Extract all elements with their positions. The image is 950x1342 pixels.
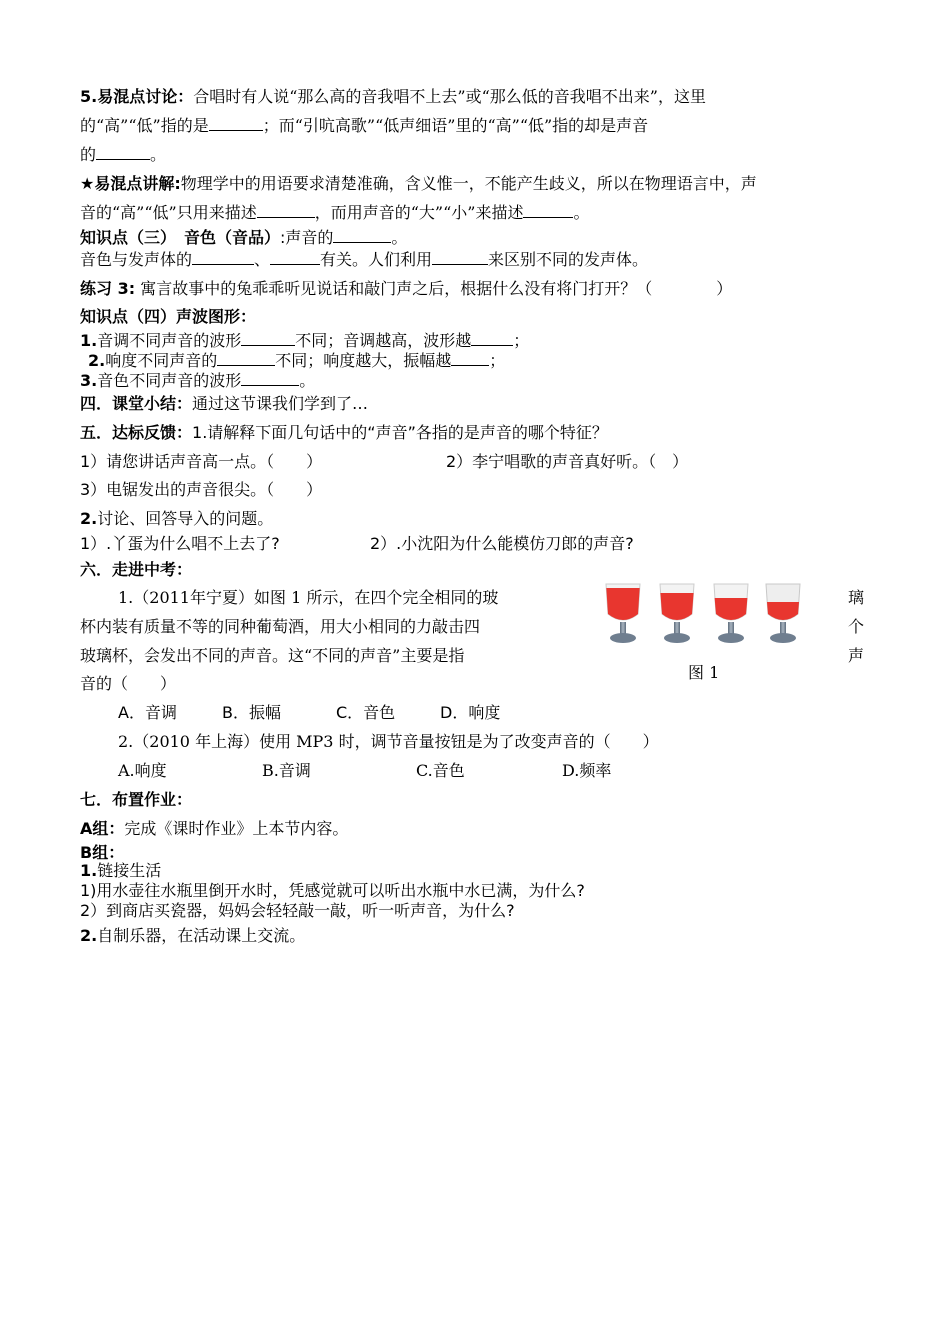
homework-text: 完成《课时作业》上本节内容。 bbox=[124, 819, 349, 838]
answer-blank[interactable] bbox=[432, 250, 488, 265]
q5-line-2 bbox=[80, 116, 648, 136]
kp4-text: 响度不同声音的 bbox=[105, 351, 218, 370]
kp3-text: :声音的 bbox=[280, 228, 334, 247]
exam-q2-option-b[interactable]: B.音调 bbox=[262, 761, 311, 780]
kp3-text: 。 bbox=[391, 228, 408, 247]
homework-text: 链接生活 bbox=[97, 861, 162, 880]
kp4-text: ； bbox=[513, 331, 530, 350]
item-number: 1. bbox=[80, 861, 98, 880]
answer-blank[interactable] bbox=[451, 351, 489, 366]
explain-text: 。 bbox=[573, 203, 590, 222]
item-number: 2. bbox=[80, 926, 98, 945]
q5-text: 。 bbox=[150, 145, 167, 164]
group-label: A组： bbox=[80, 819, 125, 838]
feedback-text: 1.请解释下面几句话中的“声音”各指的是声音的哪个特征？ bbox=[192, 423, 608, 442]
feedback-q2-item-2: 2）.小沈阳为什么能模仿刀郎的声音? bbox=[370, 534, 634, 553]
feedback-item-3: 3）电锯发出的声音很尖。（ ） bbox=[80, 480, 323, 499]
kp3-line-1 bbox=[80, 228, 407, 248]
answer-blank[interactable] bbox=[241, 331, 295, 346]
section-heading: 六．走进中考： bbox=[80, 560, 193, 579]
homework-b-item-2 bbox=[80, 926, 305, 946]
wine-glass-4 bbox=[766, 584, 800, 643]
kp3-label: 知识点（三） 音色（音品） bbox=[80, 228, 281, 247]
kp3-text: 音色与发声体的 bbox=[80, 250, 193, 269]
answer-blank[interactable] bbox=[270, 250, 320, 265]
kp4-text: ； bbox=[489, 351, 506, 370]
kp4-item-1 bbox=[80, 331, 529, 351]
explain-text: 物理学中的用语要求清楚准确，含义惟一，不能产生歧义，所以在物理语言中，声 bbox=[180, 174, 757, 193]
exam-q2-option-d[interactable]: D.频率 bbox=[562, 761, 612, 780]
group-label: B组： bbox=[80, 843, 125, 862]
answer-blank[interactable] bbox=[96, 145, 150, 160]
figure-caption: 图 1 bbox=[688, 663, 720, 682]
q5-label: 5.易混点讨论： bbox=[80, 87, 194, 106]
feedback-item-2: 2）李宁唱歌的声音真好听。（ ） bbox=[446, 452, 689, 471]
kp4-text: 音色不同声音的波形 bbox=[97, 371, 242, 390]
explain-line-1 bbox=[80, 174, 757, 194]
wine-glass-2 bbox=[660, 584, 694, 643]
exam-q1-option-c[interactable]: C．音色 bbox=[336, 703, 396, 722]
exam-q1-option-a[interactable]: A．音调 bbox=[118, 703, 177, 722]
feedback-text: 讨论、回答导入的问题。 bbox=[97, 509, 274, 528]
wine-glass-1 bbox=[606, 584, 640, 643]
exam-q2-option-c[interactable]: C.音色 bbox=[416, 761, 465, 780]
exam-q1-option-d[interactable]: D．响度 bbox=[440, 703, 501, 722]
homework-group-a bbox=[80, 819, 348, 839]
kp3-text: 来区别不同的发声体。 bbox=[488, 250, 649, 269]
kp4-text: 不同；响度越大，振幅越 bbox=[275, 351, 452, 370]
exercise-3 bbox=[80, 279, 732, 299]
exam-q1-wrap-2: 个 bbox=[848, 617, 865, 636]
summary-text: 通过这节课我们学到了… bbox=[192, 394, 369, 413]
answer-blank[interactable] bbox=[192, 250, 254, 265]
feedback-q2-item-1: 1）.丫蛋为什么唱不上去了? bbox=[80, 534, 280, 553]
feedback-item-1: 1）请您讲话声音高一点。（ ） bbox=[80, 452, 323, 471]
exercise-3-text: 寓言故事中的兔乖乖听见说话和敲门声之后，根据什么没有将门打开？（ ） bbox=[140, 279, 733, 298]
answer-blank[interactable] bbox=[523, 203, 573, 218]
q5-line-3 bbox=[80, 145, 166, 165]
kp3-text: 、 bbox=[254, 250, 271, 269]
homework-b-sub-1: 1)用水壶往水瓶里倒开水时，凭感觉就可以听出水瓶中水已满，为什么? bbox=[80, 881, 585, 900]
explain-line-2 bbox=[80, 203, 589, 223]
answer-blank[interactable] bbox=[333, 228, 391, 243]
kp4-item-3 bbox=[80, 371, 315, 391]
q5-text: 的“高”“低”指的是 bbox=[80, 116, 209, 135]
section-heading: 七．布置作业： bbox=[80, 790, 193, 809]
homework-b-sub-2: 2）到商店买瓷器，妈妈会轻轻敲一敲，听一听声音，为什么? bbox=[80, 901, 515, 920]
item-number: 1. bbox=[80, 331, 98, 350]
exam-q1-line-4: 音的（ ） bbox=[80, 674, 177, 693]
section-heading: 五．达标反馈： bbox=[80, 423, 193, 442]
q5-text: 的 bbox=[80, 145, 97, 164]
wine-glass-3 bbox=[714, 584, 748, 643]
item-number: 2. bbox=[80, 509, 98, 528]
exam-q2-option-a[interactable]: A.响度 bbox=[118, 761, 167, 780]
answer-blank[interactable] bbox=[471, 331, 513, 346]
exercise-3-label: 练习 3: bbox=[80, 279, 136, 298]
exam-q1-line-3: 玻璃杯，会发出不同的声音。这“不同的声音”主要是指 bbox=[80, 646, 465, 665]
explain-text: 音的“高”“低”只用来描述 bbox=[80, 203, 257, 222]
explain-text: ，而用声音的“大”“小”来描述 bbox=[314, 203, 524, 222]
q5-text: 合唱时有人说“那么高的音我唱不上去”或“那么低的音我唱不出来”，这里 bbox=[193, 87, 706, 106]
answer-blank[interactable] bbox=[217, 351, 275, 366]
feedback-section bbox=[80, 423, 608, 443]
wine-glasses-figure bbox=[600, 580, 810, 646]
item-number: 2. bbox=[88, 351, 106, 370]
homework-text: 自制乐器，在活动课上交流。 bbox=[97, 926, 306, 945]
kp4-text: 音调不同声音的波形 bbox=[97, 331, 242, 350]
summary-section bbox=[80, 394, 368, 414]
kp4-text: 不同；音调越高，波形越 bbox=[295, 331, 472, 350]
kp4-label: 知识点（四）声波图形： bbox=[80, 307, 257, 326]
q5-text: ；而“引吭高歌”“低声细语”里的“高”“低”指的却是声音 bbox=[262, 116, 649, 135]
answer-blank[interactable] bbox=[257, 203, 315, 218]
exam-q1-wrap-3: 声 bbox=[848, 646, 865, 665]
kp4-text: 。 bbox=[299, 371, 316, 390]
item-number: 3. bbox=[80, 371, 98, 390]
answer-blank[interactable] bbox=[209, 116, 263, 131]
kp4-item-2 bbox=[88, 351, 505, 371]
answer-blank[interactable] bbox=[241, 371, 299, 386]
homework-b-item-1 bbox=[80, 861, 161, 881]
feedback-question-2 bbox=[80, 509, 273, 529]
explain-label: ★易混点讲解: bbox=[80, 174, 181, 193]
exam-q1-wrap-1: 璃 bbox=[848, 588, 865, 607]
section-heading: 四．课堂小结： bbox=[80, 394, 193, 413]
kp3-line-2 bbox=[80, 250, 648, 270]
exam-q2: 2.（2010 年上海）使用 MP3 时，调节音量按钮是为了改变声音的（ ） bbox=[118, 732, 659, 751]
kp3-text: 有关。人们利用 bbox=[320, 250, 433, 269]
exam-q1-line-1: 1.（2011年宁夏）如图 1 所示，在四个完全相同的玻 bbox=[118, 588, 499, 607]
exam-q1-option-b[interactable]: B．振幅 bbox=[222, 703, 281, 722]
exam-q1-line-2: 杯内装有质量不等的同种葡萄酒，用大小相同的力敲击四 bbox=[80, 617, 481, 636]
q5-line-1 bbox=[80, 87, 706, 107]
